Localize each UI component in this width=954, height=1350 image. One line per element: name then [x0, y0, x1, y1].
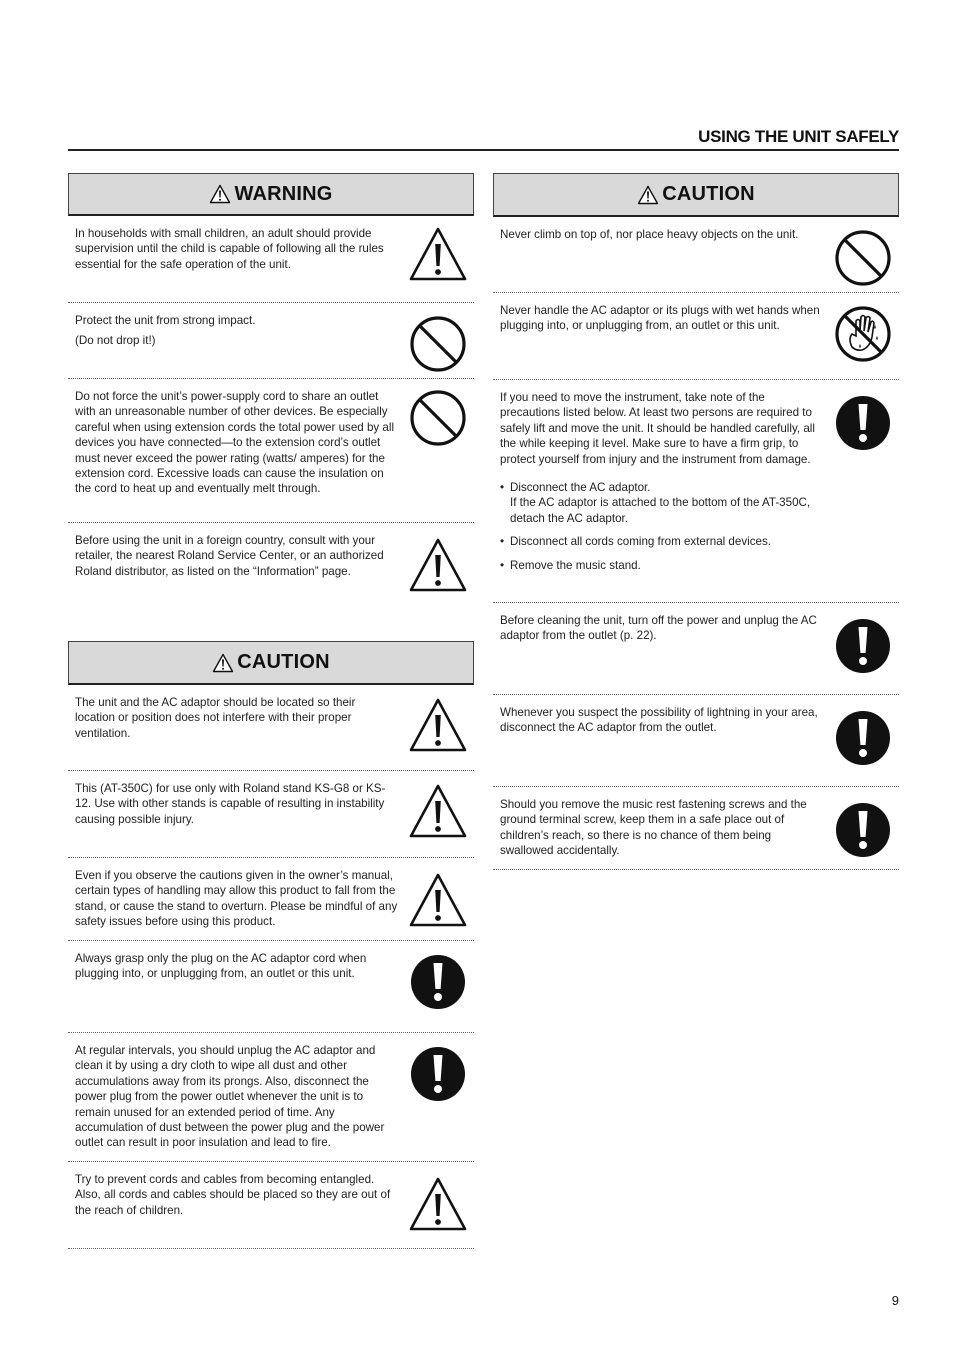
prohibition-icon [407, 387, 469, 449]
caution-text: Never climb on top of, nor place heavy objects on the unit. [500, 228, 799, 241]
warning-text-note: (Do not drop it!) [75, 334, 156, 348]
list-item [68, 771, 474, 858]
warning-triangle-icon [407, 1174, 469, 1236]
list-item [493, 603, 899, 695]
caution-text: Whenever you suspect the possibility of lightning in your area, disconnect the AC adaptor from the outlet. [500, 706, 818, 735]
warning-triangle-icon [212, 653, 234, 673]
page-number: 9 [891, 1293, 899, 1308]
list-item [68, 858, 474, 941]
list-item [68, 303, 474, 379]
list-item [68, 379, 474, 523]
caution-text: This (AT-350C) for use only with Roland stand KS-G8 or KS-12. Use with other stands is capable of resulting in instability causing possible injury. [75, 782, 386, 826]
list-item [68, 685, 474, 771]
list-item [493, 217, 899, 293]
list-item [493, 380, 899, 603]
mandatory-action-icon [407, 951, 469, 1013]
caution-text: Should you remove the music rest fastening screws and the ground terminal screw, keep them in a safe place out of children’s reach, so there is no chance of them being swallowed accidentally. [500, 798, 807, 858]
prohibition-icon [407, 313, 469, 375]
warning-triangle-icon [407, 224, 469, 286]
warning-triangle-icon [407, 870, 469, 932]
mandatory-action-icon [832, 707, 894, 769]
mandatory-action-icon [832, 392, 894, 454]
warning-label: WARNING [234, 182, 333, 205]
warning-triangle-icon [407, 535, 469, 597]
mandatory-action-icon [407, 1043, 469, 1105]
list-item [68, 941, 474, 1033]
caution-text: Even if you observe the cautions given in the owner’s manual, certain types of handling may allow this product to fall from the stand, or cause the stand to overturn. Please be mindful of any safety issues before using this product. [75, 869, 398, 929]
no-wet-hands-icon [832, 303, 894, 365]
warning-triangle-icon [209, 184, 231, 204]
precaution-list [500, 480, 823, 573]
caution-text: Try to prevent cords and cables from becoming entangled. Also, all cords and cables should be placed so they are out of the reach of children. [75, 1173, 391, 1217]
warning-triangle-icon [407, 781, 469, 843]
header-rule [68, 149, 899, 151]
mandatory-action-icon [832, 615, 894, 677]
mandatory-action-icon [832, 799, 894, 861]
warning-band [68, 173, 474, 216]
caution-text: At regular intervals, you should unplug the AC adaptor and clean it by using a dry cloth to wipe all dust and other accumulations away from its prongs. Also, disconnect the power plug from the power outlet whenever the unit is to remain unused for an extended period of time. Any accumulation of dust between the power plug and the power outlet can result in poor insulation and lead to fire. [75, 1044, 385, 1150]
caution-text: Never handle the AC adaptor or its plugs with wet hands when plugging into, or unplugging from, an outlet or this unit. [500, 304, 820, 333]
caution-text: Always grasp only the plug on the AC adaptor cord when plugging into, or unplugging from, an outlet or this unit. [75, 952, 367, 981]
caution-band [68, 641, 474, 685]
list-item [68, 1033, 474, 1162]
warning-triangle-icon [637, 185, 659, 205]
list-item [68, 523, 474, 613]
warning-text: In households with small children, an adult should provide supervision until the child is capable of following all the rules essential for the safe operation of the unit. [75, 227, 384, 271]
caution-label: CAUTION [237, 651, 330, 673]
warning-triangle-icon [407, 695, 469, 757]
list-item: • Disconnect all cords coming from external devices. [500, 534, 823, 549]
caution-band [493, 173, 899, 217]
list-item [68, 1162, 474, 1249]
warning-text: Protect the unit from strong impact. [75, 314, 256, 327]
list-item: • Disconnect the AC adaptor. If the AC adaptor is attached to the bottom of the AT-350C, detach the AC adaptor. [500, 480, 823, 526]
list-item: • Remove the music stand. [500, 558, 823, 573]
caution-text: The unit and the AC adaptor should be located so their location or position does not interfere with their proper ventilation. [75, 696, 356, 740]
caution-text: Before cleaning the unit, turn off the power and unplug the AC adaptor from the outlet (p. 22). [500, 614, 817, 643]
prohibition-icon [832, 227, 894, 289]
section-title: USING THE UNIT SAFELY [698, 127, 899, 146]
list-item [493, 695, 899, 787]
list-item [493, 293, 899, 380]
caution-text: If you need to move the instrument, take note of the precautions listed below. At least two persons are required to safely lift and move the unit. It should be handled carefully, all the while keeping it level. Make sure to have a firm grip, to protect yourself from injury and the instrument from damage. [500, 391, 815, 466]
list-item [68, 216, 474, 303]
warning-text: Do not force the unit’s power-supply cord to share an outlet with an unreasonable number of other devices. Be especially careful when using extension cords the total power used by all devices you have connected—to the extension cord’s outlet must never exceed the power rating (watts/ amperes) for the extension cord. Excessive loads can cause the insulation on the cord to heat up and eventually melt through. [75, 390, 395, 496]
caution-label: CAUTION [662, 183, 755, 205]
warning-text: Before using the unit in a foreign country, consult with your retailer, the nearest Roland Service Center, or an authorized Roland distributor, as listed on the “Information” page. [75, 534, 384, 578]
list-item [493, 787, 899, 870]
